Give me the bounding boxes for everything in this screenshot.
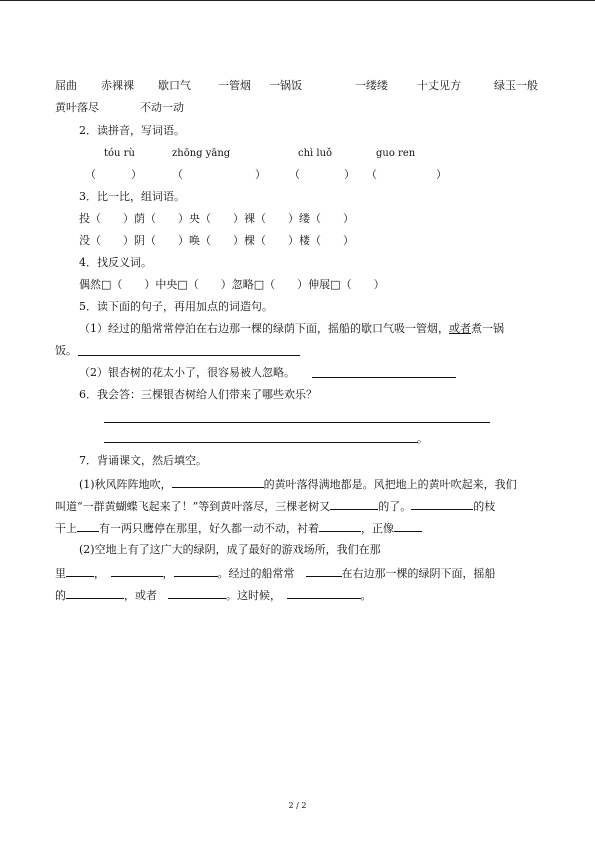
- answer-paren[interactable]: （: [289, 168, 300, 181]
- word: 十丈见方: [417, 79, 461, 92]
- word: 黄叶落尽: [55, 101, 99, 114]
- fill-blank[interactable]: [66, 565, 94, 577]
- word: 不动一动: [140, 101, 184, 114]
- passage-2-line-1: (2)空地上有了这广大的绿阴，成了最好的游戏场所，我们在那: [79, 543, 381, 556]
- question-7-title: 7．背诵课文，然后填空。: [79, 454, 207, 467]
- answer-line[interactable]: [104, 422, 490, 423]
- question-2-title: 2．读拼音，写词语。: [79, 124, 185, 137]
- passage-2-line-2: 里 ， ， 。经过的船常常 在右边那一棵的绿阴下面，摇船: [55, 567, 496, 580]
- question-4-title: 4．找反义词。: [79, 256, 152, 269]
- answer-paren: ）: [344, 168, 355, 181]
- answer-line[interactable]: [78, 355, 300, 356]
- word: 一锅饭: [269, 79, 302, 92]
- page-number: 2 / 2: [288, 801, 307, 810]
- fill-blank[interactable]: [306, 565, 342, 577]
- header-rule: [0, 0, 595, 1]
- fill-blank[interactable]: [174, 565, 218, 577]
- word: 一管烟: [218, 79, 251, 92]
- answer-line[interactable]: [104, 442, 418, 443]
- compare-row: 没（ ）阴（ ）唤（ ）棵（ ）楼（ ）: [79, 234, 354, 247]
- pinyin: tóu rù: [104, 148, 135, 159]
- pinyin: chì luǒ: [298, 148, 333, 159]
- question-6-title: 6．我会答：三棵银杏树给人们带来了哪些欢乐？: [79, 388, 317, 401]
- sentence-2: （2）银杏树的花太小了，很容易被人忽略。: [79, 366, 295, 379]
- word: 赤裸裸: [101, 79, 134, 92]
- question-5-title: 5．读下面的句子，再用加点的词造句。: [79, 300, 273, 313]
- word: 绿玉一般: [494, 79, 538, 92]
- answer-paren: ）: [436, 168, 447, 181]
- passage-1-line-1: (1)秋风阵阵地吹， 的黄叶落得满地都是。风把地上的黄叶吹起来，我们: [79, 478, 517, 491]
- answer-paren: ）: [131, 168, 142, 181]
- sentence-1: （1）经过的船常常停泊在右边那一棵的绿荫下面，摇船的歇口气吸一管烟，或者煮一锅: [79, 322, 504, 335]
- pinyin: guo ren: [376, 148, 416, 159]
- question-3-title: 3．比一比，组词语。: [79, 190, 185, 203]
- fill-blank[interactable]: [330, 498, 378, 510]
- sentence-1-cont: 饭。: [55, 344, 77, 357]
- word: 一缕缕: [355, 79, 388, 92]
- fill-blank[interactable]: [111, 565, 163, 577]
- dotted-word: 或者: [449, 322, 471, 335]
- fill-blank[interactable]: [287, 587, 361, 599]
- antonym-row: 偶然□（ ）中央□（ ）忽略□（ ）伸展□（ ）: [79, 278, 385, 291]
- period: 。: [417, 432, 428, 445]
- pinyin: zhōng yāng: [172, 148, 231, 159]
- answer-paren: ）: [255, 168, 266, 181]
- passage-1-line-3: 干上 有一两只鹰停在那里，好久都一动不动，衬着 ，正像: [55, 520, 422, 536]
- answer-paren[interactable]: （: [366, 168, 377, 181]
- fill-blank[interactable]: [394, 520, 422, 532]
- fill-blank[interactable]: [66, 587, 124, 599]
- fill-blank[interactable]: [319, 520, 361, 532]
- answer-paren[interactable]: （: [85, 168, 96, 181]
- fill-blank[interactable]: [411, 498, 473, 510]
- fill-blank[interactable]: [168, 587, 226, 599]
- passage-1-line-2: 叫道“一群黄蝴蝶飞起来了！”等到黄叶落尽，三棵老树又 的了。 的枝: [55, 500, 496, 513]
- answer-paren[interactable]: （: [172, 168, 183, 181]
- fill-blank[interactable]: [172, 476, 264, 488]
- fill-blank[interactable]: [77, 520, 99, 532]
- word: 歇口气: [158, 79, 191, 92]
- passage-2-line-3: 的 ，或者 。这时候， 。: [55, 589, 372, 602]
- compare-row: 投（ ）荫（ ）央（ ）裸（ ）缕（ ）: [79, 212, 354, 225]
- word: 屈曲: [55, 79, 77, 92]
- answer-line[interactable]: [312, 377, 456, 378]
